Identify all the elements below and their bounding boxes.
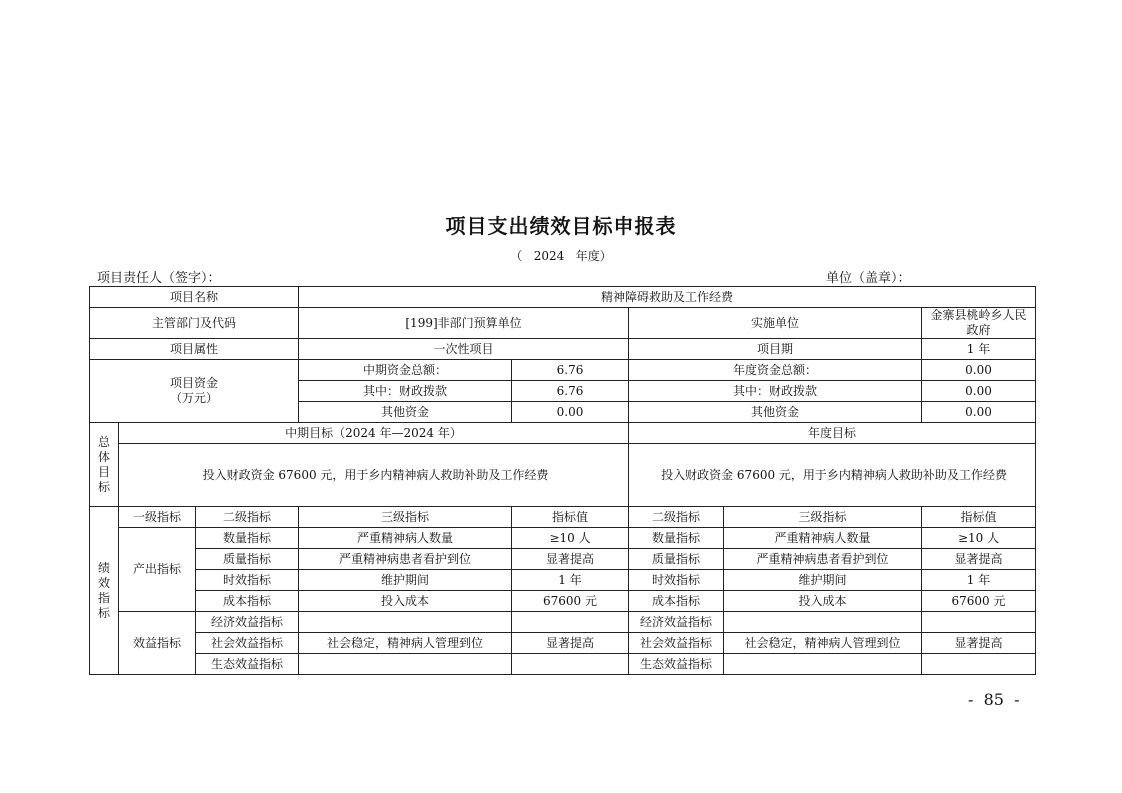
- goal-side-char: 体: [97, 449, 110, 464]
- project-attribute-label: 项目属性: [90, 339, 299, 360]
- table-row: [90, 570, 1036, 591]
- annual-value-cell: 67600 元: [922, 591, 1036, 612]
- value-cell: 67600 元: [512, 591, 629, 612]
- project-name-row: [90, 287, 1036, 308]
- implementing-unit-label: 实施单位: [629, 308, 922, 339]
- project-attribute-value: 一次性项目: [299, 339, 629, 360]
- department-value: [199]非部门预算单位: [299, 308, 629, 339]
- performance-indicator-side-label: [90, 507, 119, 675]
- annual-level3-cell: [724, 612, 922, 633]
- level2-header: 二级指标: [196, 507, 299, 528]
- table-row: [90, 612, 1036, 633]
- level2-cell: 时效指标: [196, 570, 299, 591]
- annual-value-cell: 显著提高: [922, 633, 1036, 654]
- annual-level2-header: 二级指标: [629, 507, 724, 528]
- annual-level2-cell: 成本指标: [629, 591, 724, 612]
- mid-other-label: 其他资金: [299, 402, 512, 423]
- value-cell: 显著提高: [512, 633, 629, 654]
- indicator-side-char: 绩: [97, 560, 110, 575]
- annual-level3-cell: 维护期间: [724, 570, 922, 591]
- value-header: 指标值: [512, 507, 629, 528]
- level3-cell: 严重精神病人数量: [299, 528, 512, 549]
- mid-term-goal-text: 投入财政资金 67600 元，用于乡内精神病人救助补助及工作经费: [119, 444, 629, 507]
- goals-header-row: [90, 423, 1036, 444]
- level3-cell: 维护期间: [299, 570, 512, 591]
- annual-level2-cell: 质量指标: [629, 549, 724, 570]
- mid-fiscal-value: 6.76: [512, 381, 629, 402]
- attribute-row: [90, 339, 1036, 360]
- annual-fiscal-value: 0.00: [922, 381, 1036, 402]
- annual-value-cell: [922, 612, 1036, 633]
- value-cell: 显著提高: [512, 549, 629, 570]
- annual-total-label: 年度资金总额：: [629, 360, 922, 381]
- level2-cell: 社会效益指标: [196, 633, 299, 654]
- annual-goal-header: 年度目标: [629, 423, 1036, 444]
- project-period-label: 项目期: [629, 339, 922, 360]
- annual-value-cell: 显著提高: [922, 549, 1036, 570]
- table-row: [90, 633, 1036, 654]
- value-cell: ≥10 人: [512, 528, 629, 549]
- level1-header: 一级指标: [119, 507, 196, 528]
- value-cell: [512, 612, 629, 633]
- annual-level2-cell: 生态效益指标: [629, 654, 724, 675]
- implementing-unit-value: 金寨县桃岭乡人民政府: [922, 308, 1036, 339]
- output-indicator-label: 产出指标: [119, 528, 196, 612]
- mid-total-label: 中期资金总额：: [299, 360, 512, 381]
- annual-other-label: 其他资金: [629, 402, 922, 423]
- annual-total-value: 0.00: [922, 360, 1036, 381]
- level2-cell: 数量指标: [196, 528, 299, 549]
- funds-label-line2: （万元）: [170, 391, 219, 405]
- goals-content-row: [90, 444, 1036, 507]
- indicator-side-char: 指: [97, 590, 110, 605]
- goal-side-char: 标: [97, 479, 110, 494]
- annual-level3-cell: 严重精神病人数量: [724, 528, 922, 549]
- indicator-side-char: 标: [97, 605, 110, 620]
- responsible-signature-label: 项目责任人（签字）：: [97, 271, 221, 286]
- funds-label-line1: 项目资金: [170, 376, 219, 390]
- table-row: [90, 591, 1036, 612]
- annual-level3-cell: 社会稳定，精神病人管理到位: [724, 633, 922, 654]
- page-number: - 85 -: [968, 690, 1020, 709]
- annual-other-value: 0.00: [922, 402, 1036, 423]
- goal-side-char: 总: [97, 434, 110, 449]
- mid-total-value: 6.76: [512, 360, 629, 381]
- annual-level3-cell: 严重精神病患者看护到位: [724, 549, 922, 570]
- project-name-label: 项目名称: [90, 287, 299, 308]
- annual-level2-cell: 数量指标: [629, 528, 724, 549]
- value-cell: [512, 654, 629, 675]
- annual-fiscal-label: 其中：财政拨款: [629, 381, 922, 402]
- department-row: [90, 308, 1036, 339]
- level3-cell: [299, 654, 512, 675]
- table-row: [90, 549, 1036, 570]
- level3-cell: [299, 612, 512, 633]
- value-cell: 1 年: [512, 570, 629, 591]
- annual-goal-text: 投入财政资金 67600 元，用于乡内精神病人救助补助及工作经费: [629, 444, 1036, 507]
- annual-value-cell: 1 年: [922, 570, 1036, 591]
- overall-goal-side-label: [90, 423, 119, 507]
- department-label: 主管部门及代码: [90, 308, 299, 339]
- indicator-side-char: 效: [97, 575, 110, 590]
- level3-cell: 投入成本: [299, 591, 512, 612]
- level2-cell: 质量指标: [196, 549, 299, 570]
- annual-level3-cell: [724, 654, 922, 675]
- annual-level2-cell: 时效指标: [629, 570, 724, 591]
- indicator-header-row: [90, 507, 1036, 528]
- table-row: [90, 528, 1036, 549]
- mid-other-value: 0.00: [512, 402, 629, 423]
- project-name-value: 精神障碍救助及工作经费: [299, 287, 1036, 308]
- table-row: [90, 654, 1036, 675]
- annual-level2-cell: 社会效益指标: [629, 633, 724, 654]
- benefit-indicator-label: 效益指标: [119, 612, 196, 675]
- annual-value-header: 指标值: [922, 507, 1036, 528]
- level3-cell: 社会稳定，精神病人管理到位: [299, 633, 512, 654]
- level2-cell: 生态效益指标: [196, 654, 299, 675]
- year-line: （ 2024 年度）: [510, 249, 612, 263]
- page-title: 项目支出绩效目标申报表: [445, 214, 677, 238]
- annual-level3-cell: 投入成本: [724, 591, 922, 612]
- performance-target-table: [89, 286, 1036, 675]
- level2-cell: 成本指标: [196, 591, 299, 612]
- level3-header: 三级指标: [299, 507, 512, 528]
- project-funds-label: [90, 360, 299, 423]
- annual-value-cell: [922, 654, 1036, 675]
- level3-cell: 严重精神病患者看护到位: [299, 549, 512, 570]
- goal-side-char: 目: [97, 464, 110, 479]
- annual-value-cell: ≥10 人: [922, 528, 1036, 549]
- annual-level3-header: 三级指标: [724, 507, 922, 528]
- level2-cell: 经济效益指标: [196, 612, 299, 633]
- project-period-value: 1 年: [922, 339, 1036, 360]
- annual-level2-cell: 经济效益指标: [629, 612, 724, 633]
- mid-term-goal-header: 中期目标（2024 年—2024 年）: [119, 423, 629, 444]
- unit-seal-label: 单位（盖章）：: [826, 271, 911, 286]
- funds-total-row: [90, 360, 1036, 381]
- mid-fiscal-label: 其中：财政拨款: [299, 381, 512, 402]
